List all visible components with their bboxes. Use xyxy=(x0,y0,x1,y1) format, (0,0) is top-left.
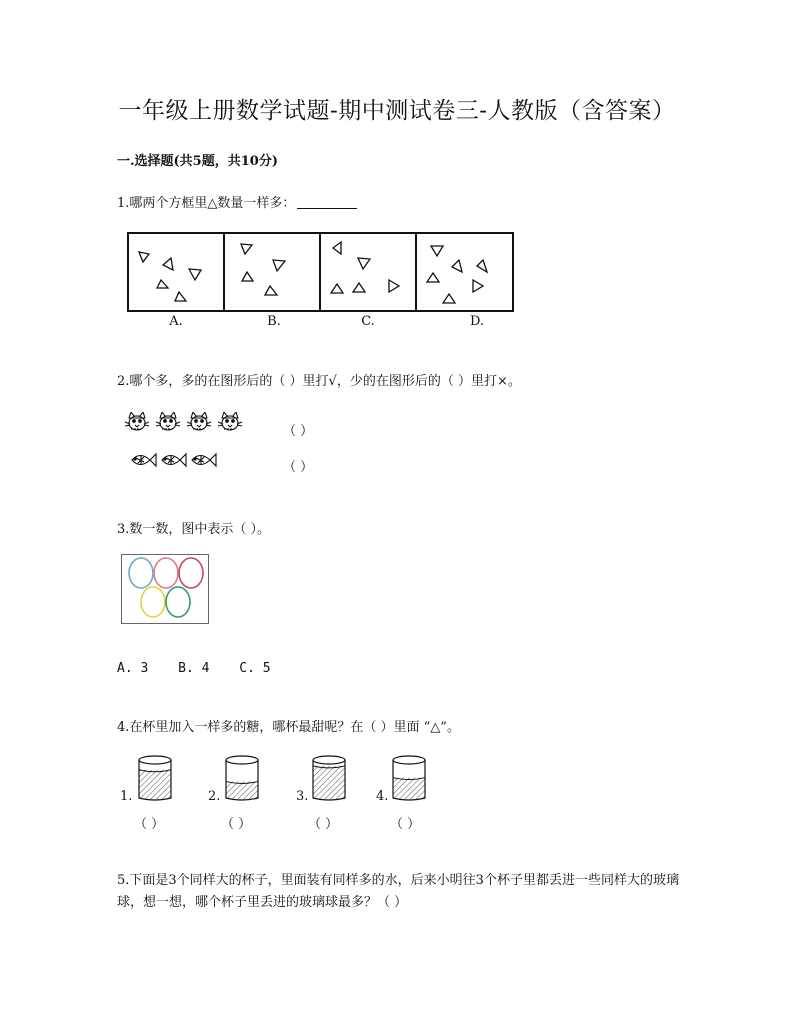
cups-figure xyxy=(117,752,437,804)
question-3-choices xyxy=(117,661,293,676)
box-a xyxy=(139,252,201,301)
box-d xyxy=(427,246,487,303)
ring-1 xyxy=(129,558,153,588)
triangle-icon xyxy=(358,258,370,269)
triangle-icon xyxy=(452,260,462,272)
option-b[interactable]: B. xyxy=(267,314,281,329)
cup-3-answer[interactable]: （ ） xyxy=(308,817,339,832)
cup-2-answer[interactable]: （ ） xyxy=(221,817,252,832)
cup-1-number: 1. xyxy=(120,789,133,804)
triangle-icon xyxy=(389,280,399,292)
question-2-prompt: 2.哪个多，多的在图形后的（ ）里打√，少的在图形后的（ ）里打×。 xyxy=(117,374,521,389)
section-heading: 一.选择题(共5题，共10分) xyxy=(117,154,278,169)
option-a[interactable]: A. xyxy=(169,314,183,329)
triangle-icon xyxy=(189,269,201,280)
triangle-icon xyxy=(163,258,173,270)
question-4-prompt: 4.在杯里加入一样多的糖，哪杯最甜呢？在（ ）里面 “△”。 xyxy=(117,720,460,735)
option-d[interactable]: D. xyxy=(469,314,485,329)
triangle-icon xyxy=(333,242,341,254)
triangle-icon xyxy=(477,260,487,272)
cup-4-answer[interactable]: （ ） xyxy=(390,817,421,832)
cat-row xyxy=(125,412,250,434)
olympic-rings-figure xyxy=(121,554,209,624)
triangle-icon xyxy=(427,273,439,282)
question-5-prompt: 5.下面是3个同样大的杯子，里面装有同样多的水，后来小明往3个杯子里都丢进一些同样大的玻璃球，想一想，哪个杯子里丢进的玻璃球最多？（ ） xyxy=(117,873,679,910)
triangle-icon xyxy=(473,280,483,292)
question-1-prompt: 1.哪两个方框里△数量一样多： xyxy=(117,196,296,211)
cup-2-number: 2. xyxy=(208,789,221,804)
ring-2 xyxy=(154,558,178,588)
cup-1-answer[interactable]: （ ） xyxy=(134,817,165,832)
choice-b[interactable]: B. 4 xyxy=(178,661,210,676)
triangle-icon xyxy=(157,280,168,288)
triangle-icon xyxy=(353,283,365,292)
option-c[interactable]: C. xyxy=(361,314,375,329)
cup-1 xyxy=(139,756,171,800)
ring-4 xyxy=(141,587,165,617)
triangle-icon xyxy=(331,284,343,293)
box-c xyxy=(331,242,399,293)
question-3-prompt: 3.数一数，图中表示（ ）。 xyxy=(117,522,271,537)
answer-paren-cats[interactable]: （ ） xyxy=(283,424,314,439)
triangle-icon xyxy=(431,246,443,256)
triangle-icon xyxy=(241,244,252,254)
triangle-icon xyxy=(242,272,253,281)
answer-paren-fish[interactable]: （ ） xyxy=(283,460,314,475)
question-1 xyxy=(117,192,357,211)
fish-icon xyxy=(132,454,156,466)
cup-4-number: 4. xyxy=(376,789,389,804)
answer-blank[interactable] xyxy=(297,196,357,209)
triangle-icon xyxy=(273,260,285,271)
ring-3 xyxy=(179,558,203,588)
choice-c[interactable]: C. 5 xyxy=(239,661,271,676)
page-title: 一年级上册数学试题-期中测试卷三-人教版（含答案） xyxy=(118,98,676,124)
triangle-boxes xyxy=(127,232,514,312)
box-b xyxy=(241,244,285,295)
fish-row xyxy=(128,450,220,470)
triangle-icon xyxy=(175,292,186,301)
cup-3-number: 3. xyxy=(296,789,309,804)
triangle-icon xyxy=(139,252,149,262)
triangle-icon xyxy=(265,286,277,295)
ring-5 xyxy=(166,587,190,617)
triangle-icon xyxy=(443,294,455,303)
cup-2 xyxy=(226,756,258,800)
cup-3 xyxy=(313,756,345,800)
cat-face-icon xyxy=(125,412,149,430)
cup-4 xyxy=(393,756,425,800)
choice-a[interactable]: A. 3 xyxy=(117,661,149,676)
